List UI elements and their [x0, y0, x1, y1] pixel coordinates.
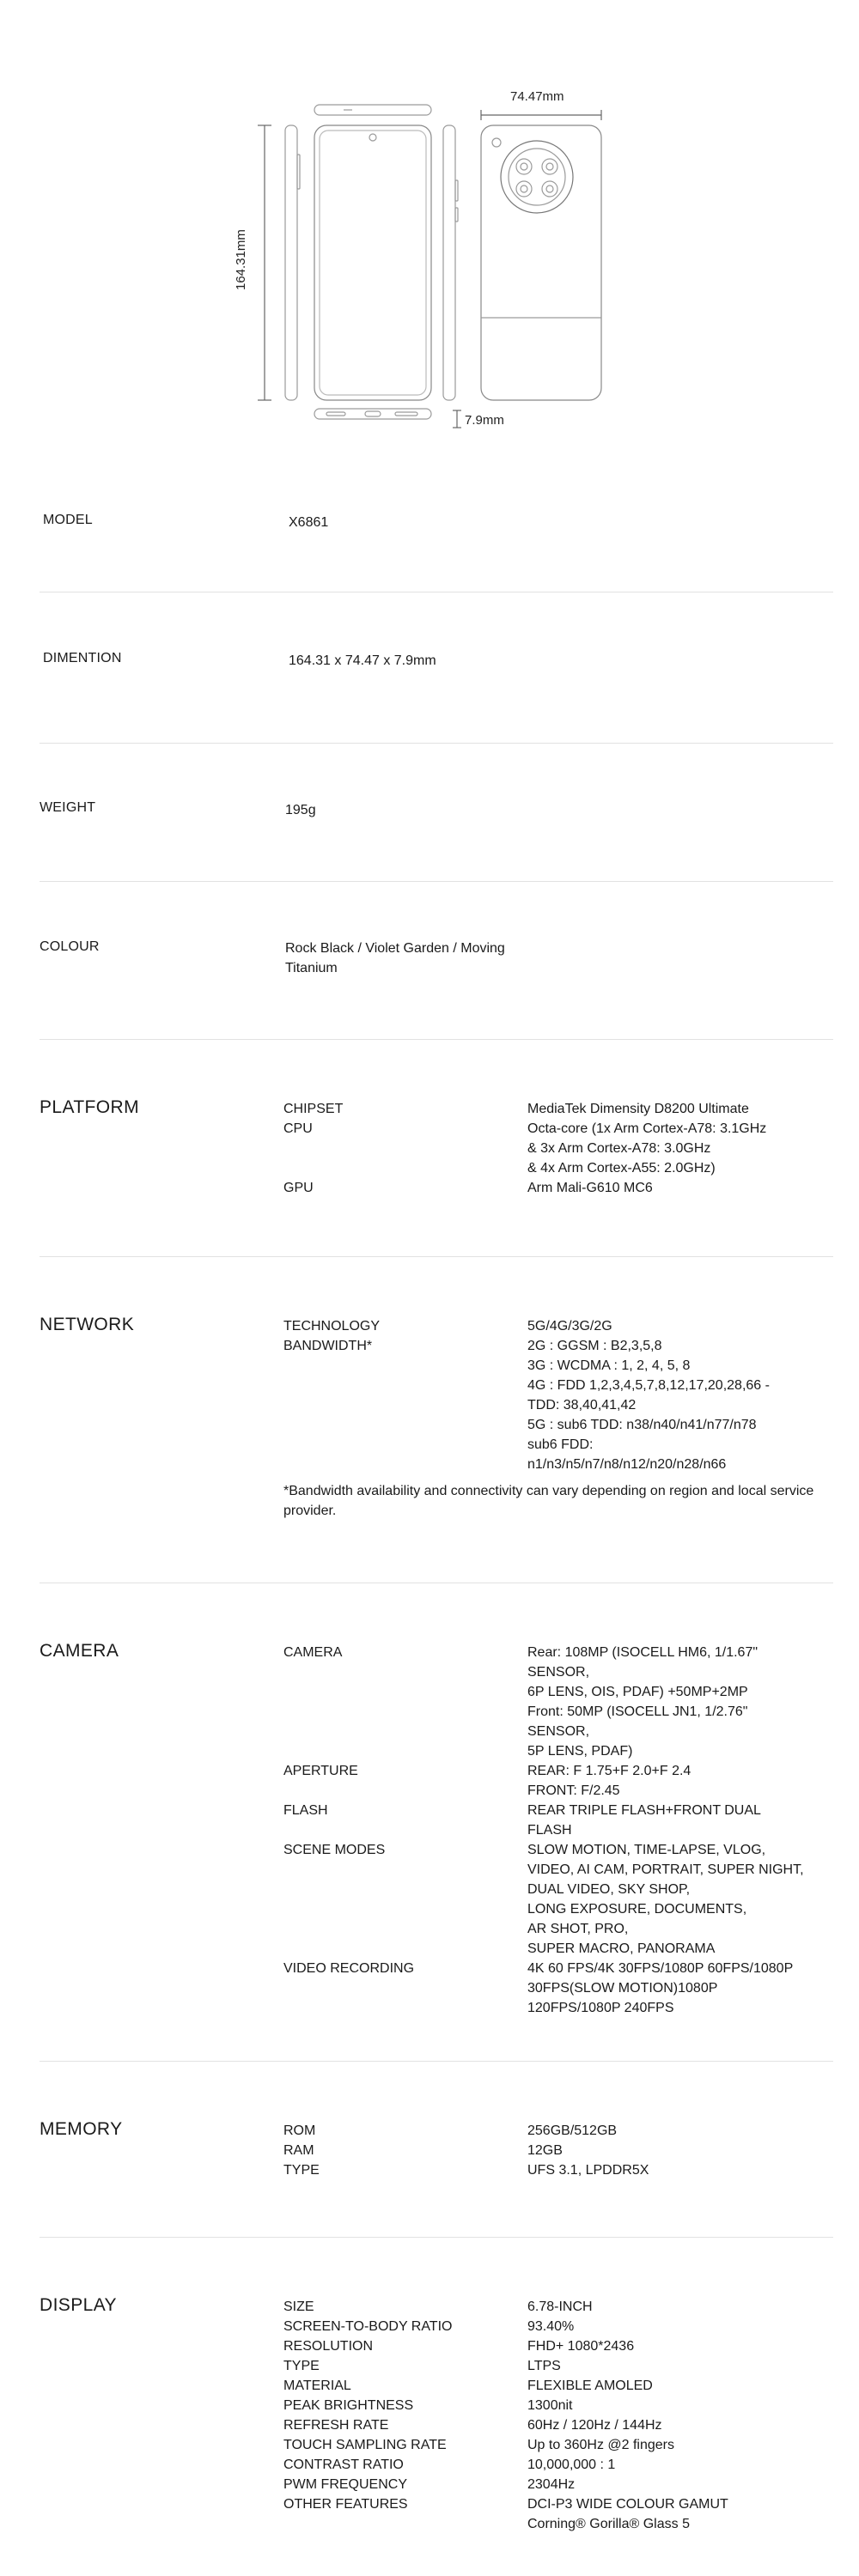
spec-key: OTHER FEATURES — [283, 2497, 408, 2512]
spec-item — [283, 2415, 833, 2435]
spec-label: DIMENTION — [43, 651, 122, 665]
spec-key: TOUCH SAMPLING RATE — [283, 2438, 447, 2452]
spec-value: 12GB — [527, 2143, 563, 2158]
spec-key: GPU — [283, 1181, 314, 1195]
spec-item — [283, 1336, 833, 1474]
spec-item — [283, 1316, 833, 1336]
section-title: MEMORY — [40, 2119, 123, 2139]
spec-key: CONTRAST RATIO — [283, 2458, 404, 2472]
spec-item — [283, 2435, 833, 2455]
spec-label: MODEL — [43, 513, 93, 527]
spec-key: RESOLUTION — [283, 2339, 374, 2354]
divider — [40, 2061, 833, 2062]
spec-item — [283, 1959, 833, 2018]
spec-value: 4K 60 FPS/4K 30FPS/1080P 60FPS/1080P 30FPS(SLOW MOTION)1080P 120FPS/1080P 240FPS — [527, 1961, 794, 2015]
spec-value: 60Hz / 120Hz / 144Hz — [527, 2418, 662, 2433]
spec-item — [283, 1840, 833, 1959]
spec-item — [283, 2141, 833, 2160]
spec-value: 6.78-INCH — [527, 2300, 593, 2314]
spec-item — [283, 1119, 833, 1178]
spec-list — [283, 2121, 833, 2180]
spec-item — [283, 2160, 833, 2180]
spec-key: SCREEN-TO-BODY RATIO — [283, 2319, 453, 2334]
spec-key: BANDWIDTH* — [283, 1339, 373, 1353]
section-title: DISPLAY — [40, 2295, 117, 2315]
section-title: NETWORK — [40, 1315, 135, 1334]
spec-item — [283, 2376, 833, 2396]
divider — [40, 1256, 833, 1257]
spec-item — [283, 2121, 833, 2141]
spec-item — [283, 2297, 833, 2317]
spec-key: VIDEO RECORDING — [283, 1961, 415, 1976]
phone-dimension-diagram — [232, 86, 627, 447]
spec-value: 5G/4G/3G/2G — [527, 1319, 612, 1334]
spec-key: RAM — [283, 2143, 314, 2158]
spec-value: 256GB/512GB — [527, 2123, 618, 2138]
width-dimension-label: 74.47mm — [510, 89, 564, 104]
spec-value: SLOW MOTION, TIME-LAPSE, VLOG, VIDEO, AI CAM, PORTRAIT, SUPER NIGHT, DUAL VIDEO, SKY SHOP, LONG EXPOSURE, DOCUMENTS, AR SHOT, PRO, SUPER MACRO, PANORAMA — [527, 1843, 804, 1956]
spec-key: APERTURE — [283, 1764, 358, 1778]
bandwidth-note: *Bandwidth availability and connectivity can vary depending on region and local service provider. — [283, 1484, 814, 1518]
section-title: CAMERA — [40, 1641, 119, 1661]
spec-item — [283, 1099, 833, 1119]
spec-item — [283, 1761, 833, 1801]
spec-value: 164.31 x 74.47 x 7.9mm — [289, 653, 436, 668]
spec-label: WEIGHT — [40, 800, 96, 815]
section-title: PLATFORM — [40, 1097, 139, 1117]
spec-list — [283, 1099, 833, 1198]
divider — [40, 881, 833, 882]
spec-value: Octa-core (1x Arm Cortex-A78: 3.1GHz & 3x Arm Cortex-A78: 3.0GHz & 4x Arm Cortex-A55: 2.0GHz) — [527, 1121, 767, 1176]
spec-value: REAR: F 1.75+F 2.0+F 2.4 FRONT: F/2.45 — [527, 1764, 691, 1798]
spec-key: TYPE — [283, 2359, 320, 2373]
spec-key: CPU — [283, 1121, 313, 1136]
spec-value: Rock Black / Violet Garden / Moving Titanium — [285, 941, 505, 975]
spec-item — [283, 1178, 833, 1198]
spec-value: REAR TRIPLE FLASH+FRONT DUAL FLASH — [527, 1803, 761, 1838]
spec-value: FHD+ 1080*2436 — [527, 2339, 635, 2354]
spec-value: 2304Hz — [527, 2477, 576, 2492]
spec-value: Rear: 108MP (ISOCELL HM6, 1/1.67" SENSOR, 6P LENS, OIS, PDAF) +50MP+2MP Front: 50MP (ISOCELL JN1, 1/2.76" SENSOR, 5P LENS, PDAF) — [527, 1645, 758, 1759]
divider — [40, 2237, 833, 2238]
spec-value: Up to 360Hz @2 fingers — [527, 2438, 674, 2452]
spec-item — [283, 2494, 833, 2534]
spec-item — [283, 2475, 833, 2494]
divider — [40, 743, 833, 744]
spec-key: SIZE — [283, 2300, 314, 2314]
spec-value: 1300nit — [527, 2398, 573, 2413]
divider — [40, 1039, 833, 1040]
spec-item — [283, 2455, 833, 2475]
spec-item — [283, 2356, 833, 2376]
spec-key: FLASH — [283, 1803, 328, 1818]
spec-value: LTPS — [527, 2359, 561, 2373]
spec-value: 10,000,000 : 1 — [527, 2458, 616, 2472]
spec-key: TYPE — [283, 2163, 320, 2178]
spec-item — [283, 1801, 833, 1840]
spec-key: REFRESH RATE — [283, 2418, 389, 2433]
spec-list — [283, 1643, 833, 2018]
spec-value: FLEXIBLE AMOLED — [527, 2379, 653, 2393]
spec-item — [283, 2396, 833, 2415]
spec-value: X6861 — [289, 515, 329, 530]
spec-key: CHIPSET — [283, 1102, 344, 1116]
spec-key: SCENE MODES — [283, 1843, 386, 1857]
spec-key: PEAK BRIGHTNESS — [283, 2398, 414, 2413]
spec-value: 2G : GGSM : B2,3,5,8 3G : WCDMA : 1, 2, 4, 5, 8 4G : FDD 1,2,3,4,5,7,8,12,17,20,28,66 - TDD: 38,40,41,42 5G : sub6 TDD: n38/n40/n41/n77/n78 sub6 FDD: n1/n3/n5/n7/n8/n12/n20/n28/n66 — [527, 1339, 770, 1472]
spec-value: DCI-P3 WIDE COLOUR GAMUT Corning® Gorilla® Glass 5 — [527, 2497, 728, 2531]
spec-key: PWM FREQUENCY — [283, 2477, 407, 2492]
height-dimension-label: 164.31mm — [234, 229, 248, 290]
spec-key: MATERIAL — [283, 2379, 351, 2393]
spec-value: Arm Mali-G610 MC6 — [527, 1181, 653, 1195]
spec-item — [283, 2317, 833, 2336]
spec-label: COLOUR — [40, 939, 100, 954]
spec-key: TECHNOLOGY — [283, 1319, 381, 1334]
spec-list — [283, 2297, 833, 2534]
spec-value: UFS 3.1, LPDDR5X — [527, 2163, 649, 2178]
spec-list — [283, 1316, 833, 1474]
spec-key: CAMERA — [283, 1645, 343, 1660]
thickness-dimension-label: 7.9mm — [465, 413, 504, 428]
spec-value: 195g — [285, 803, 316, 817]
spec-value: MediaTek Dimensity D8200 Ultimate — [527, 1102, 749, 1116]
spec-value: 93.40% — [527, 2319, 575, 2334]
spec-item — [283, 1643, 833, 1761]
phone-drawing — [232, 86, 627, 447]
spec-key: ROM — [283, 2123, 316, 2138]
spec-item — [283, 2336, 833, 2356]
